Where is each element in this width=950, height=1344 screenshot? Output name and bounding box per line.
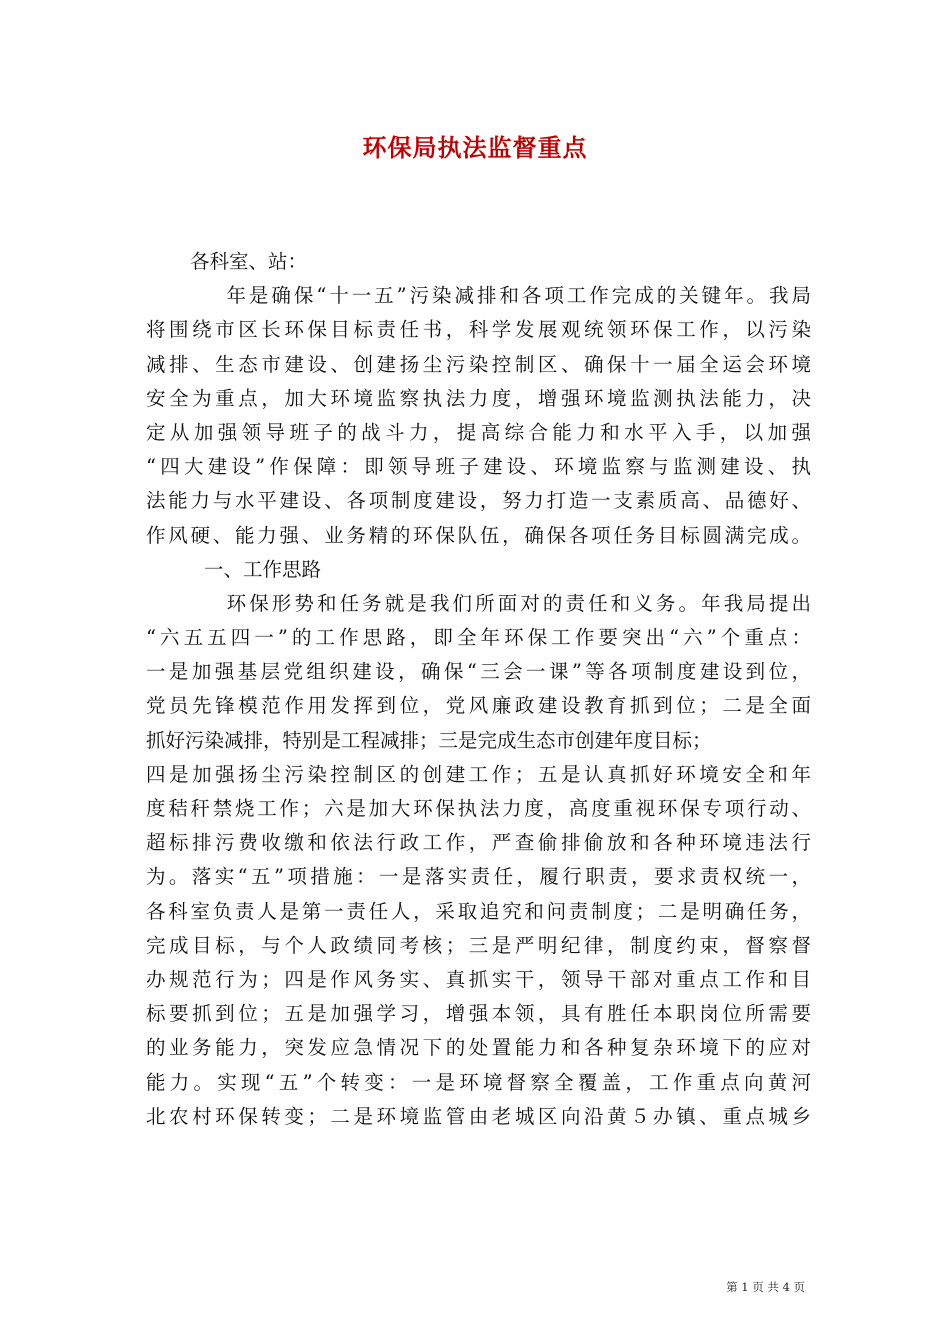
text-line: 一是加强基层党组织建设，确保“三会一课”等各项制度建设到位， [146,660,811,684]
document-body [146,245,811,1134]
text-line: 办规范行为；四是作风务实、真抓实干，领导干部对重点工作和目 [146,967,811,991]
text-line: “六五五四一”的工作思路，即全年环保工作要突出“六”个重点： [146,626,811,650]
text-line: 年是确保“十一五”污染减排和各项工作完成的关键年。我局 [204,284,811,308]
document-title: 环保局执法监督重点 [362,133,588,162]
text-line: 法能力与水平建设、各项制度建设，努力打造一支素质高、品德好、 [146,489,811,513]
text-line: 将围绕市区长环保目标责任书，科学发展观统领环保工作，以污染 [146,318,811,342]
text-line: 环保形势和任务就是我们所面对的责任和义务。年我局提出 [204,591,811,615]
text-line: 一、工作思路 [204,557,322,581]
text-line: 度秸秆禁烧工作；六是加大环保执法力度，高度重视环保专项行动、 [146,797,811,820]
text-line: 完成目标，与个人政绩同考核；三是严明纪律，制度约束，督察督 [146,933,811,957]
text-line: 减排、生态市建设、创建扬尘污染控制区、确保十一届全运会环境 [146,352,811,376]
text-line: 安全为重点，加大环境监察执法力度，增强环境监测执法能力，决 [146,386,811,410]
text-line: 抓好污染减排，特别是工程减排；三是完成生态市创建年度目标； [146,728,712,752]
text-line: 党员先锋模范作用发挥到位，党风廉政建设教育抓到位；二是全面 [146,694,811,718]
text-line: 北农村环保转变；二是环境监管由老城区向沿黄５办镇、重点城乡 [146,1104,811,1128]
text-line: 为。落实“五”项措施：一是落实责任，履行职责，要求责权统一， [146,865,811,889]
text-line: “四大建设”作保障：即领导班子建设、环境监察与监测建设、执 [146,455,811,479]
text-line: 超标排污费收缴和依法行政工作，严查偷排偷放和各种环境违法行 [146,831,811,855]
text-line: 作风硬、能力强、业务精的环保队伍，确保各项任务目标圆满完成。 [146,523,811,547]
text-line: 各科室负责人是第一责任人，采取追究和问责制度；二是明确任务， [146,899,811,923]
text-line: 的业务能力，突发应急情况下的处置能力和各种复杂环境下的应对 [146,1036,811,1060]
salutation: 各科室、站： [190,250,308,273]
page-footer: 第 1 页 共 4 页 [726,1280,805,1294]
text-line: 四是加强扬尘污染控制区的创建工作；五是认真抓好环境安全和年 [146,762,811,786]
text-line: 标要抓到位；五是加强学习，增强本领，具有胜任本职岗位所需要 [146,1002,811,1026]
text-line: 能力。实现“五”个转变：一是环境督察全覆盖，工作重点向黄河 [146,1070,811,1094]
text-line: 定从加强领导班子的战斗力，提高综合能力和水平入手，以加强 [146,420,811,444]
